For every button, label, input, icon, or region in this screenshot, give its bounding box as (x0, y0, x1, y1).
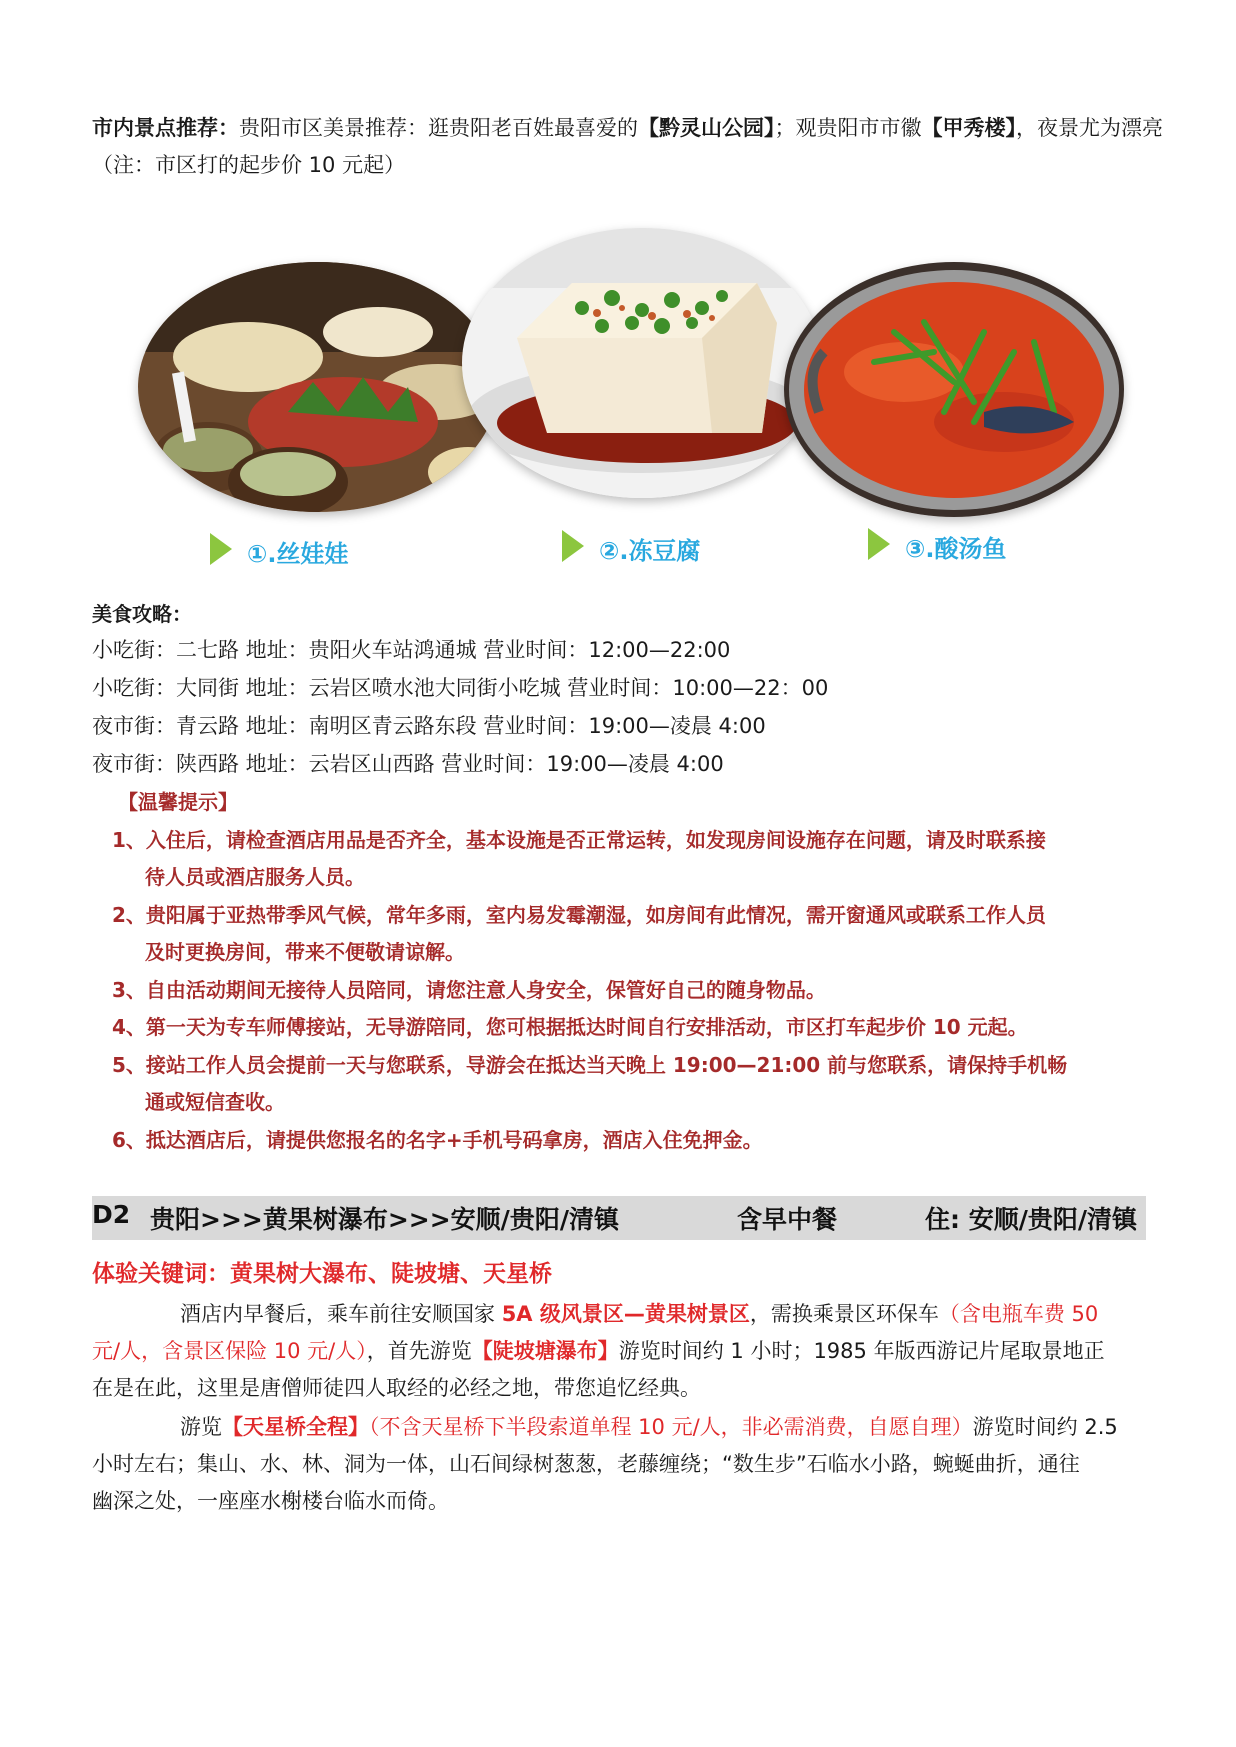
tip-item-cont: 待人员或酒店服务人员。 (145, 865, 365, 889)
itinerary-paragraph-2 (92, 1409, 1142, 1520)
food-caption-1: ①.丝娃娃 (247, 540, 349, 568)
food-caption-2: ②.冻豆腐 (599, 537, 701, 565)
day-stay: 住: 安顺/贵阳/清镇 (925, 1205, 1137, 1234)
doupotang-waterfall: 【陡坡塘瀑布】 (471, 1339, 619, 1363)
p2-text: 小时左右；集山、水、林、洞为一体，山石间绿树葱葱，老藤缠绕；“数生步”石临水小路，蜿蜒曲折，通往 (92, 1452, 1080, 1476)
p2-note: （不含天星桥下半段索道单程 10 元/人，非必需消费，自愿自理） (369, 1415, 973, 1439)
tip-item-cont: 通或短信查收。 (145, 1090, 285, 1114)
p1-text: 游览时间约 1 小时；1985 年版西游记片尾取景地正 (618, 1339, 1105, 1363)
food-image-suantangyu (784, 262, 1124, 517)
p2-text: 游览时间约 2.5 (972, 1415, 1118, 1439)
tower-name: 【甲秀楼】 (921, 116, 1016, 140)
food-image-dongdoufu (462, 228, 822, 498)
p1-text: ，首先游览 (366, 1339, 472, 1363)
tips-title: 【温馨提示】 (118, 790, 238, 814)
tip-item: 3、自由活动期间无接待人员陪同，请您注意人身安全，保管好自己的随身物品。 (112, 978, 826, 1002)
tip-item-cont: 及时更换房间，带来不便敬请谅解。 (145, 940, 465, 964)
itinerary-paragraph-1 (92, 1296, 1142, 1407)
food-image-siwawa (138, 262, 498, 512)
food-guide-line: 夜市街：陕西路 地址：云岩区山西路 营业时间：19:00—凌晨 4:00 (92, 752, 724, 776)
tip-item: 2、贵阳属于亚热带季风气候，常年多雨，室内易发霉潮湿，如房间有此情况，需开窗通风或联系工作人员 (112, 903, 1046, 927)
tip-item: 1、入住后，请检查酒店用品是否齐全，基本设施是否正常运转，如发现房间设施存在问题，请及时联系接 (112, 828, 1046, 852)
food-guide-line: 小吃街：大同街 地址：云岩区喷水池大同街小吃城 营业时间：10:00—22：00 (92, 676, 829, 700)
day-meals: 含早中餐 (737, 1205, 838, 1234)
day-header-bar (92, 1196, 1146, 1240)
p2-text: 幽深之处，一座座水榭楼台临水而倚。 (92, 1489, 449, 1513)
intro-text-2: ；观贵阳市市徽 (774, 116, 922, 140)
play-icon (868, 528, 890, 560)
day-route: 贵阳>>>黄果树瀑布>>>安顺/贵阳/清镇 (150, 1205, 619, 1234)
p1-text: 在是在此，这里是唐僧师徒四人取经的必经之地，带您追忆经典。 (92, 1376, 701, 1400)
play-icon (210, 533, 232, 565)
p2-text: 游览 (180, 1415, 222, 1439)
park-name: 【黔灵山公园】 (638, 116, 775, 140)
tip-item: 5、接站工作人员会提前一天与您联系，导游会在抵达当天晚上 19:00—21:00 前与您联系，请保持手机畅 (112, 1053, 1068, 1077)
p1-fee: （含电瓶车费 50 (938, 1302, 1099, 1326)
food-guide-title: 美食攻略： (92, 602, 192, 626)
tianxingqiao: 【天星桥全程】 (222, 1415, 369, 1439)
food-caption-3: ③.酸汤鱼 (905, 535, 1007, 563)
experience-keywords: 体验关键词：黄果树大瀑布、陡坡塘、天星桥 (92, 1261, 552, 1287)
intro-text-1: 贵阳市区美景推荐：逛贵阳老百姓最喜爱的 (239, 116, 638, 140)
tip-item: 6、抵达酒店后，请提供您报名的名字+手机号码拿房，酒店入住免押金。 (112, 1128, 763, 1152)
intro-note: （注：市区打的起步价 10 元起） (92, 153, 406, 177)
p1-fee-cont: 元/人，含景区保险 10 元/人） (92, 1339, 367, 1363)
intro-text-3: ，夜景尤为漂亮 (1016, 116, 1163, 140)
day-label: D2 (92, 1200, 131, 1229)
intro-line (92, 110, 1163, 146)
scenic-area: 5A 级风景区—黄果树景区 (501, 1302, 750, 1326)
tip-item: 4、第一天为专车师傅接站，无导游陪同，您可根据抵达时间自行安排活动，市区打车起步价 10 元起。 (112, 1015, 1028, 1039)
food-guide-line: 夜市街：青云路 地址：南明区青云路东段 营业时间：19:00—凌晨 4:00 (92, 714, 766, 738)
p1-text: ，需换乘景区环保车 (749, 1302, 939, 1326)
p1-text: 酒店内早餐后，乘车前往安顺国家 (180, 1302, 502, 1326)
play-icon (562, 530, 584, 562)
intro-label: 市内景点推荐： (92, 116, 239, 140)
food-guide-line: 小吃街：二七路 地址：贵阳火车站鸿通城 营业时间：12:00—22:00 (92, 638, 731, 662)
